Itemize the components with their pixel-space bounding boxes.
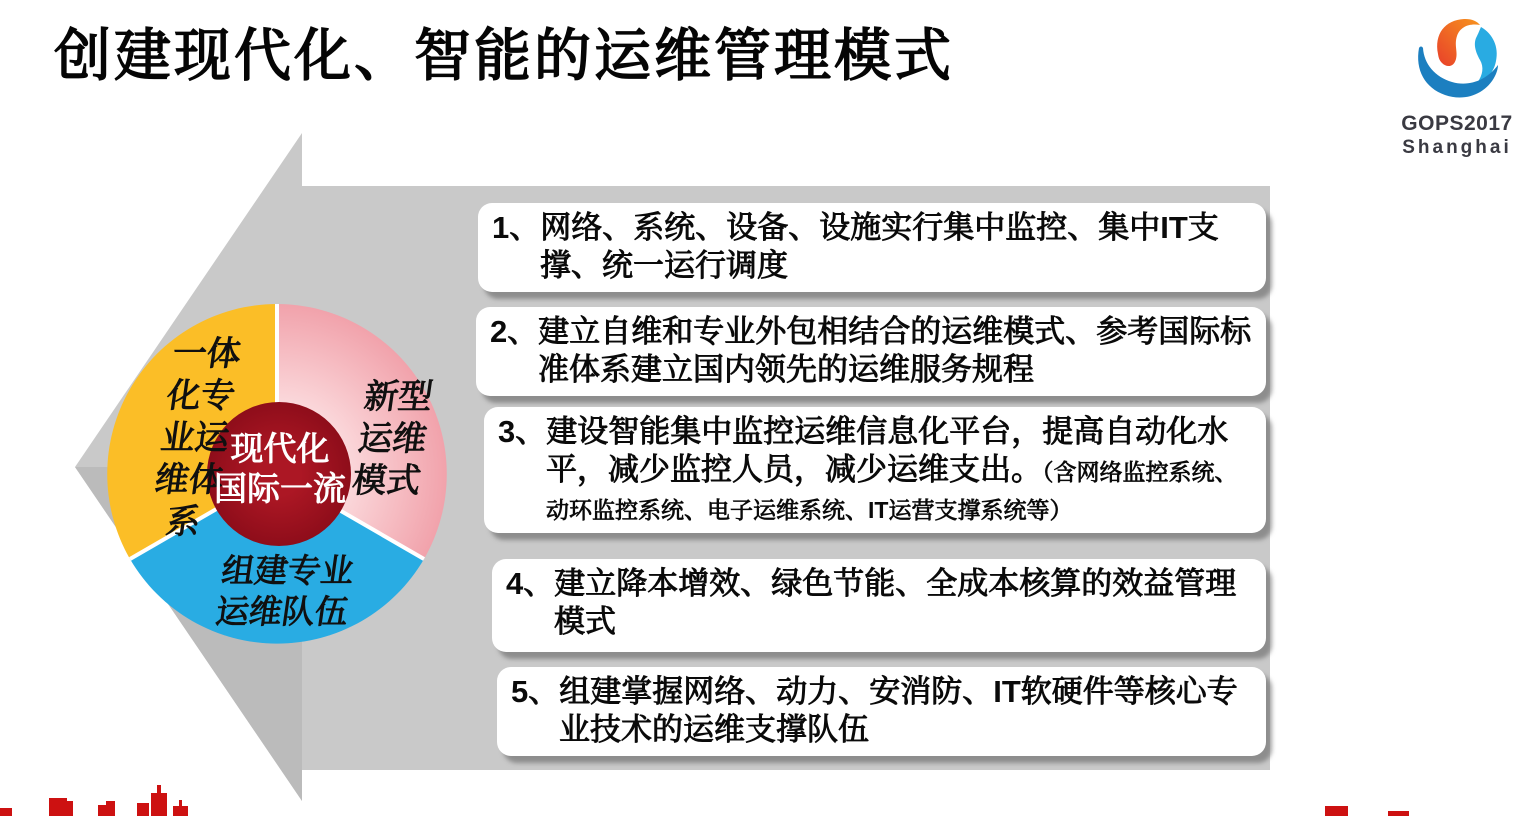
point-box-3 bbox=[484, 407, 1266, 533]
point-text: 建立自维和专业外包相结合的运维模式、参考国际标准体系建立国内领先的运维服务规程 bbox=[538, 314, 1252, 387]
point-box-1 bbox=[478, 203, 1266, 292]
point-box-4 bbox=[492, 559, 1266, 652]
point-number: 2、 bbox=[490, 314, 539, 349]
point-box-2 bbox=[476, 307, 1266, 396]
point-text: 网络、系统、设备、设施实行集中监控、集中IT支撑、统一运行调度 bbox=[540, 210, 1219, 283]
segment-label-professional-team: 组建专业 运维队伍 bbox=[213, 552, 357, 630]
point-number: 1、 bbox=[492, 210, 541, 245]
page-title: 创建现代化、智能的运维管理模式 bbox=[54, 24, 954, 88]
point-box-5 bbox=[497, 667, 1266, 756]
pie-center-label: 现代化 国际一流 bbox=[214, 430, 346, 507]
segment-label-new-ops-model: 新型 运维 模式 bbox=[349, 378, 436, 500]
point-number: 3、 bbox=[498, 414, 547, 449]
point-text: 组建掌握网络、动力、安消防、IT软硬件等核心专业技术的运维支撑队伍 bbox=[559, 674, 1238, 747]
point-text-block bbox=[492, 209, 1254, 285]
point-text: 建立降本增效、绿色节能、全成本核算的效益管理模式 bbox=[554, 566, 1237, 639]
point-note: （含网络监控系统、动环监控系统、电子运维系统、IT运营支撑系统等） bbox=[546, 459, 1238, 523]
point-text-block bbox=[511, 673, 1254, 749]
point-text-block bbox=[498, 413, 1254, 527]
point-number: 5、 bbox=[511, 674, 560, 709]
point-text: 建设智能集中监控运维信息化平台，提高自动化水平，减少监控人员，减少运维支出。 bbox=[546, 414, 1229, 487]
point-text-block bbox=[506, 565, 1254, 641]
skyline-left-icon bbox=[0, 780, 200, 816]
logo-text-gops: GOPS2017 bbox=[1401, 112, 1513, 135]
point-number: 4、 bbox=[506, 566, 555, 601]
point-text-block bbox=[490, 313, 1254, 389]
skyline-right-icon bbox=[1320, 806, 1415, 816]
segment-label-integrated-system: 一体 化专 业运 维体 系 bbox=[152, 335, 244, 541]
logo-text-shanghai: Shanghai bbox=[1402, 137, 1512, 158]
